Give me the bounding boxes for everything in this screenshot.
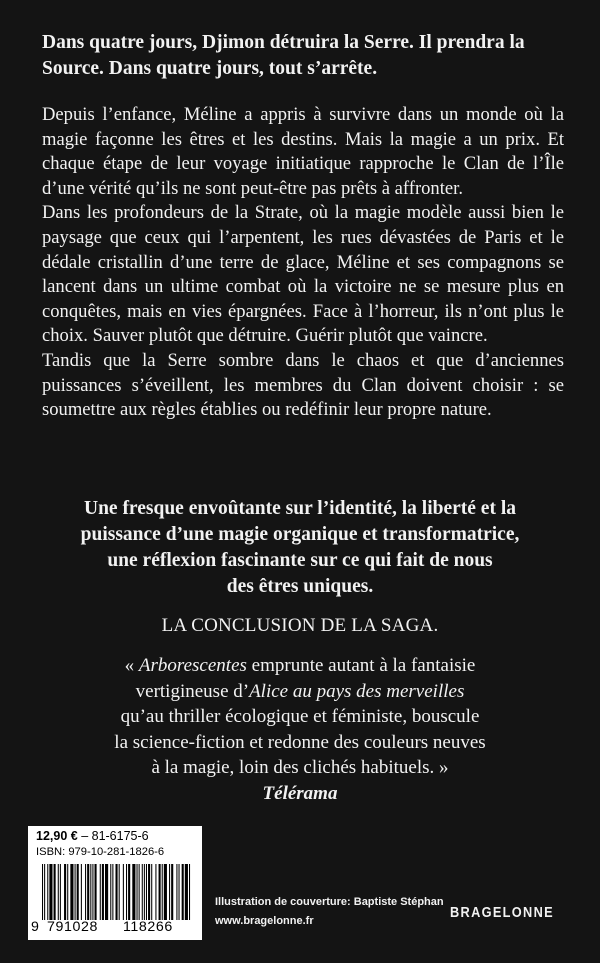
quote-line-3: qu’au thriller écologique et féministe, bouscule xyxy=(120,706,480,727)
teaser-line-2: Source. Dans quatre jours, tout s’arrête. xyxy=(42,57,378,79)
tagline-line: puissance d’une magie organique et transformatrice, xyxy=(80,524,520,545)
synopsis-paragraph-3: Tandis que la Serre sombre dans le chaos et que d’anciennes puissances s’éveillent, les membres du Clan doivent choisir : se soumettre aux règles établies ou redéfinir leur propre nature. xyxy=(42,349,564,421)
credits xyxy=(215,893,444,931)
price: 12,90 € xyxy=(36,829,78,843)
quote-title-1: Arborescentes xyxy=(138,655,247,676)
publisher-logo: BRAGELONNE xyxy=(450,905,554,921)
barcode-digit-first: 9 xyxy=(31,919,40,935)
quote-source: Télérama xyxy=(262,782,338,804)
teaser-line-1: Dans quatre jours, Djimon détruira la Serre. Il prendra la xyxy=(42,32,525,53)
tagline-line: des êtres uniques. xyxy=(226,576,374,597)
quote-line-5: à la magie, loin des clichés habituels. » xyxy=(151,757,449,778)
tagline xyxy=(36,496,564,600)
price-row xyxy=(36,829,149,843)
quote-line-2 xyxy=(36,679,564,705)
quote-line-1 xyxy=(36,653,564,679)
synopsis xyxy=(42,103,564,423)
quote-line-1-rest: emprunte autant à la fantaisie xyxy=(246,655,476,676)
quote-open: « xyxy=(124,655,139,676)
barcode-icon xyxy=(42,864,192,920)
barcode-digits-left: 791028 xyxy=(47,919,98,935)
synopsis-paragraph-1: Depuis l’enfance, Méline a appris à survivre dans un monde où la magie façonne les êtres et les destins. Mais la magie a un prix. Et chaque étape de leur voyage initiatique rapproche le Clan de l’Île d’une vérité qu’ils ne sont peut-être pas prêts à affronter. xyxy=(42,104,564,199)
illustration-credit: Illustration de couverture: Baptiste Stéphan xyxy=(215,896,444,908)
tagline-line: une réflexion fascinante sur ce qui fait de nous xyxy=(107,550,493,571)
barcode-panel xyxy=(28,826,202,940)
tagline-line: Une fresque envoûtante sur l’identité, la liberté et la xyxy=(83,498,517,519)
website-link: www.bragelonne.fr xyxy=(215,915,314,927)
product-code: – 81-6175-6 xyxy=(77,829,149,843)
barcode-digits-right: 118266 xyxy=(123,919,173,935)
teaser-lead xyxy=(42,30,562,81)
saga-conclusion: LA CONCLUSION DE LA SAGA. xyxy=(161,615,439,636)
quote-line-2-pre: vertigineuse d’ xyxy=(135,680,250,702)
quote-line-4: la science-fiction et redonne des couleurs neuves xyxy=(114,731,486,753)
quote-title-2: Alice au pays des merveilles xyxy=(249,680,465,702)
synopsis-paragraph-2: Dans les profondeurs de la Strate, où la magie modèle aussi bien le paysage que ceux qui l’arpentent, les rues dévastées de Paris et le dédale cristallin d’une terre de glace, Méline et ses compagnons se lancent dans un ultime combat où la victoire ne se mesure plus en conquêtes, mais en vies épargnées. Face à l’horreur, ils n’ont plus le choix. Sauver plutôt que détruire. Guérir plutôt que vaincre. xyxy=(42,202,564,347)
press-quote xyxy=(36,653,564,806)
isbn: ISBN: 979-10-281-1826-6 xyxy=(36,846,165,858)
